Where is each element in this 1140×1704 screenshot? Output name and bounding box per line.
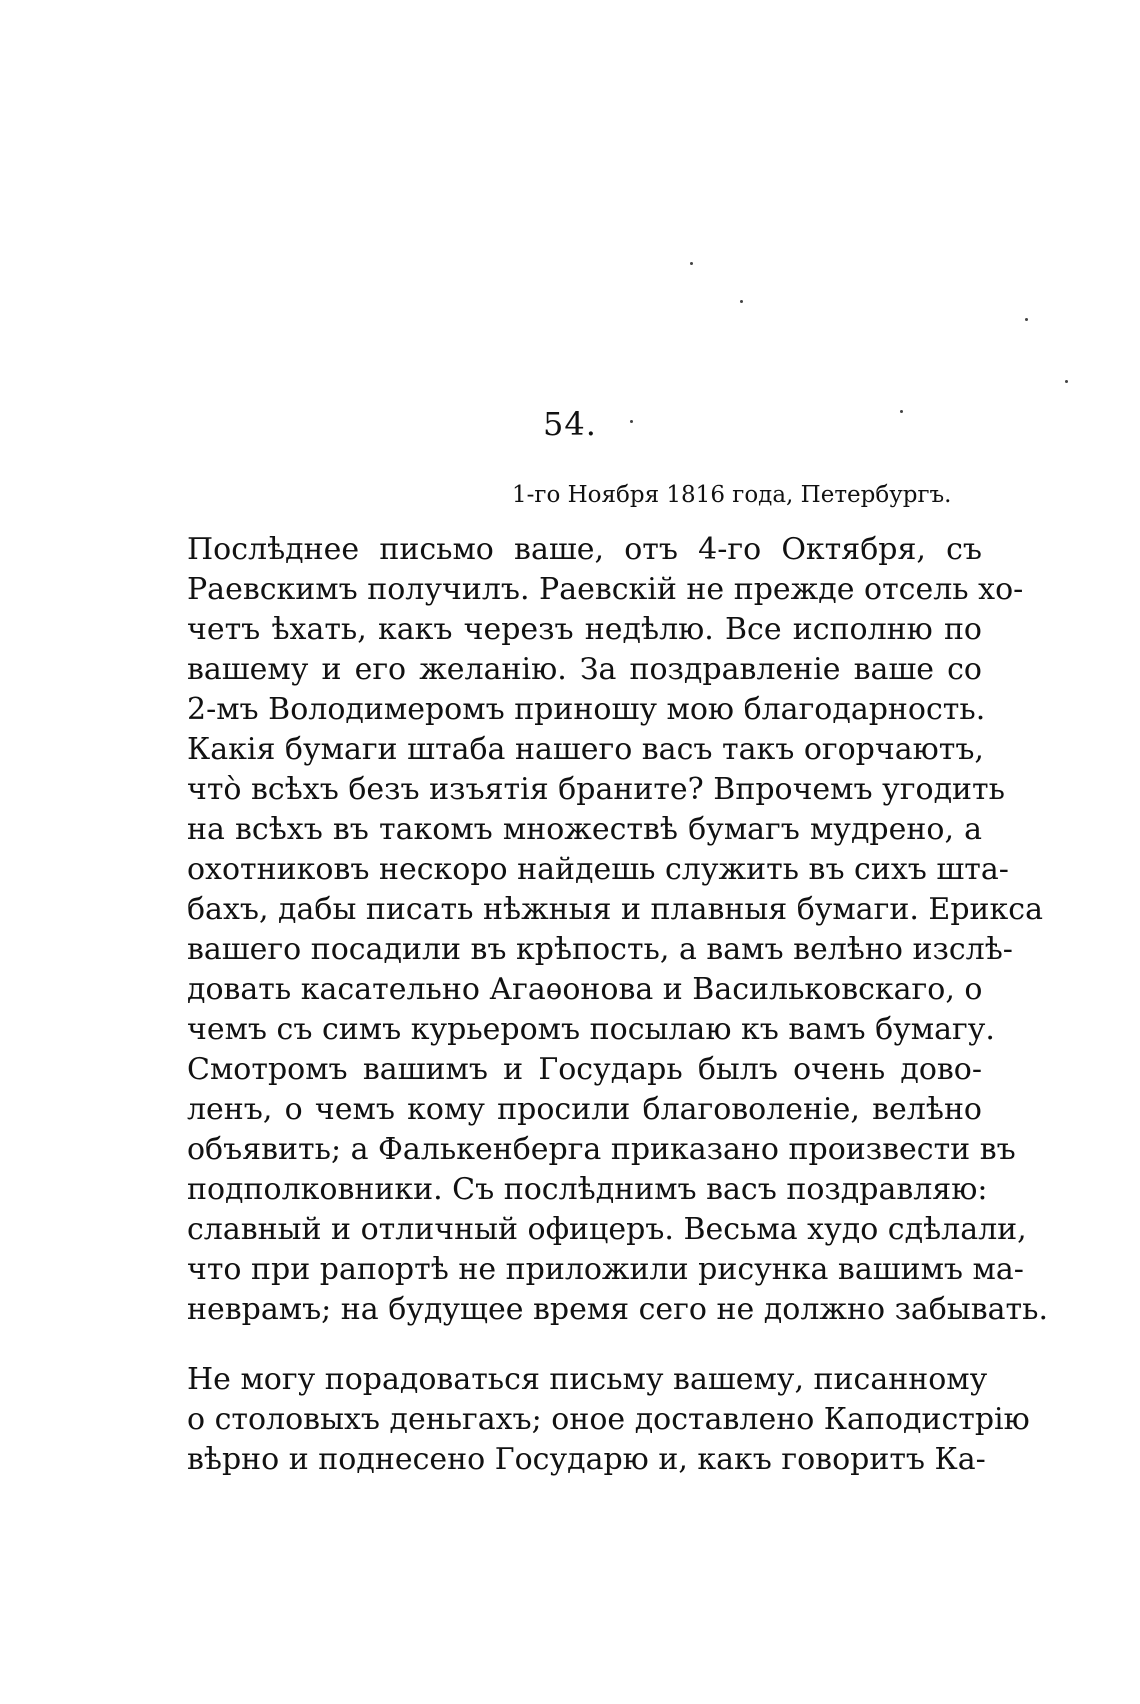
text-line: неврамъ; на будущее время сего не должно забывать. [187, 1292, 1048, 1327]
text-line: охотниковъ нескоро найдешь служить въ сихъ шта- [187, 852, 1009, 887]
scan-speck [690, 262, 693, 265]
text-line: вашему и его желанію. За поздравленіе ваше со [187, 652, 982, 687]
text-line: чемъ съ симъ курьеромъ посылаю къ вамъ бумагу. [187, 1012, 995, 1047]
paragraph [187, 1360, 1030, 1480]
text-line: объявить; а Фалькенберга приказано произвести въ [187, 1132, 1016, 1167]
text-line: на всѣхъ въ такомъ множествѣ бумагъ мудрено, а [187, 812, 982, 847]
text-line: довать касательно Агаѳонова и Васильковскаго, о [187, 972, 983, 1007]
text-line: ленъ, о чемъ кому просили благоволеніе, велѣно [187, 1092, 982, 1127]
text-line: вѣрно и поднесено Государю и, какъ говоритъ Ка- [187, 1442, 986, 1477]
scan-speck [1025, 318, 1028, 321]
text-line: что̀ всѣхъ безъ изъятія браните? Впрочемъ угодить [187, 772, 1005, 807]
text-line: о столовыхъ деньгахъ; оное доставлено Каподистрію [187, 1402, 1030, 1437]
scan-speck [1065, 380, 1068, 383]
text-line: бахъ, дабы писать нѣжныя и плавныя бумаги. Ерикса [187, 892, 1043, 927]
text-line: Раевскимъ получилъ. Раевскій не прежде отсель хо- [187, 572, 1024, 607]
paragraph [187, 1050, 1048, 1330]
text-line: славный и отличный офицеръ. Весьма худо сдѣлали, [187, 1212, 1027, 1247]
text-line: вашего посадили въ крѣпость, а вамъ велѣно изслѣ- [187, 932, 1013, 967]
scan-speck [740, 300, 743, 303]
text-line: что при рапортѣ не приложили рисунка вашимъ ма- [187, 1252, 1024, 1287]
text-line: Какія бумаги штаба нашего васъ такъ огорчаютъ, [187, 732, 984, 767]
text-line: подполковники. Съ послѣднимъ васъ поздравляю: [187, 1172, 988, 1207]
text-line: Не могу порадоваться письму вашему, писанному [187, 1362, 988, 1397]
letter-number: 54. [543, 405, 597, 443]
letter-dateline: 1-го Ноября 1816 года, Петербургъ. [512, 482, 952, 508]
text-line: Смотромъ вашимъ и Государь былъ очень дово- [187, 1052, 982, 1087]
letter-body [187, 530, 1048, 1480]
text-line: четъ ѣхать, какъ черезъ недѣлю. Все исполню по [187, 612, 982, 647]
text-line: Послѣднее письмо ваше, отъ 4-го Октября, съ [187, 532, 982, 567]
text-line: 2-мъ Володимеромъ приношу мою благодарность. [187, 692, 986, 727]
paragraph [187, 530, 1043, 1050]
